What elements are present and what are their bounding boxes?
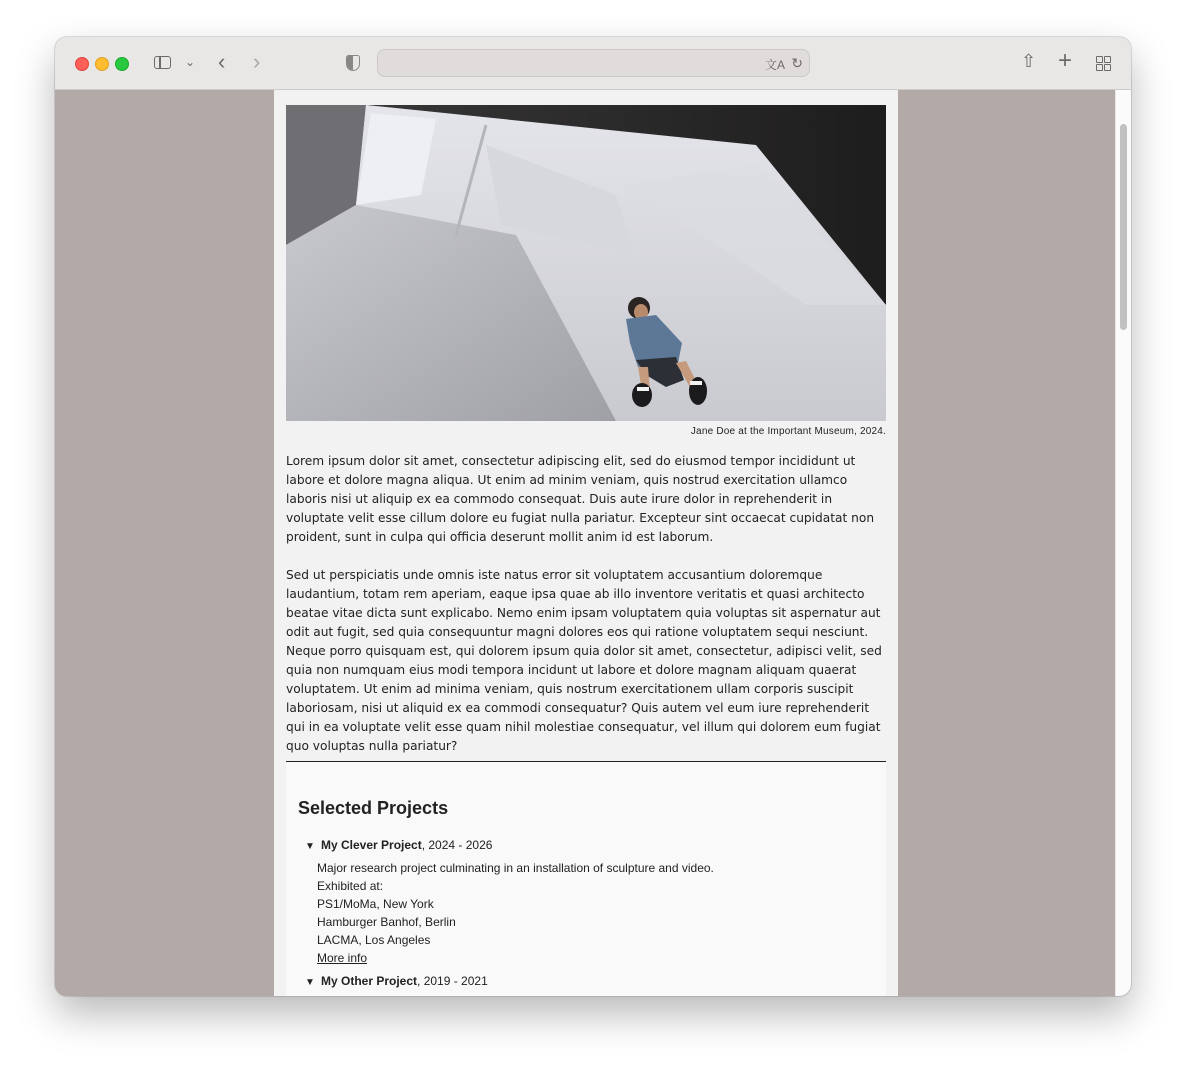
photo-caption: Jane Doe at the Important Museum, 2024. xyxy=(690,426,886,437)
share-icon[interactable]: ⇧ xyxy=(1021,51,1037,71)
close-window-button[interactable] xyxy=(75,57,89,71)
project-details xyxy=(317,859,714,967)
scrollbar[interactable] xyxy=(1115,90,1131,996)
disclosure-triangle-icon[interactable]: ▼ xyxy=(305,977,315,988)
projects-section xyxy=(286,762,886,996)
venue-item: Hamburger Banhof, Berlin xyxy=(317,915,456,929)
grid-icon[interactable] xyxy=(1096,56,1111,71)
project-years: , 2024 - 2026 xyxy=(421,838,493,852)
project-description: Major research project culminating in an installation of sculpture and video. xyxy=(317,861,714,875)
more-info-link[interactable]: More info xyxy=(317,951,368,965)
project-summary-toggle[interactable] xyxy=(305,974,488,988)
zoom-window-button[interactable] xyxy=(115,57,129,71)
reload-icon[interactable]: ↻ xyxy=(791,55,803,71)
museum-photo-illustration xyxy=(286,105,886,421)
project-summary-toggle[interactable] xyxy=(305,838,492,852)
browser-toolbar xyxy=(55,37,1131,90)
body-paragraph-1: Lorem ipsum dolor sit amet, consectetur adipiscing elit, sed do eiusmod tempor incididunt ut labore et dolore magna aliqua. Ut enim ad minim veniam, quis nostrud exercitation ullamco laboris nisi ut aliquip ex ea commodo consequat. Duis aute irure dolor in reprehenderit in voluptate velit esse cillum dolore eu fugiat nulla pariatur. Excepteur sint occaecat cupidatat non proident, sunt in culpa qui officia deserunt mollit anim id est laborum. xyxy=(286,454,875,544)
plus-icon[interactable]: + xyxy=(1058,47,1073,74)
disclosure-triangle-icon[interactable]: ▼ xyxy=(305,841,315,852)
body-paragraph-2: Sed ut perspiciatis unde omnis iste natus error sit voluptatem accusantium doloremque laudantium, totam rem aperiam, eaque ipsa quae ab illo inventore veritatis et quasi architecto beatae vitae dicta sunt explicabo. Nemo enim ipsam voluptatem quia voluptas sit aspernatur aut odit aut fugit, sed quia consequuntur magni dolores eos qui ratione voluptatem sequi nesciunt. Neque porro quisquam est, qui dolorem ipsum quia dolor sit amet, consectetur, adipisci velit, sed quia non numquam eius modi tempora incidunt ut labore et dolore magnam aliquam quaerat voluptatem. Ut enim ad minima veniam, quis nostrum exercitationem ullam corporis suscipit laboriosam, nisi ut aliquid ex ea commodi consequatur? Quis autem vel eum iure reprehenderit qui in ea voluptate velit esse quam nihil molestiae consequatur, vel illum qui dolorem eum fugiat quo voluptas nulla pariatur? xyxy=(286,568,882,753)
scrollbar-thumb[interactable] xyxy=(1120,124,1127,330)
venue-item: PS1/MoMa, New York xyxy=(317,897,434,911)
venue-item: LACMA, Los Angeles xyxy=(317,933,431,947)
hero-photo xyxy=(286,105,886,421)
projects-title: Selected Projects xyxy=(298,798,449,818)
address-bar[interactable] xyxy=(377,49,810,77)
translate-icon[interactable]: 文A xyxy=(764,58,785,72)
browser-window xyxy=(55,37,1131,996)
sidebar-icon[interactable] xyxy=(154,56,171,69)
page-viewport[interactable] xyxy=(55,90,1131,996)
chevron-down-icon[interactable]: ⌄ xyxy=(185,55,196,69)
exhibited-label: Exhibited at: xyxy=(317,879,384,893)
back-icon[interactable]: ‹ xyxy=(218,49,226,74)
project-years: , 2019 - 2021 xyxy=(417,974,488,988)
page-content xyxy=(274,90,898,996)
minimize-window-button[interactable] xyxy=(95,57,109,71)
project-name: My Other Project xyxy=(321,974,418,988)
forward-icon[interactable]: › xyxy=(253,49,261,74)
project-name: My Clever Project xyxy=(321,838,422,852)
shield-icon[interactable] xyxy=(346,55,360,71)
